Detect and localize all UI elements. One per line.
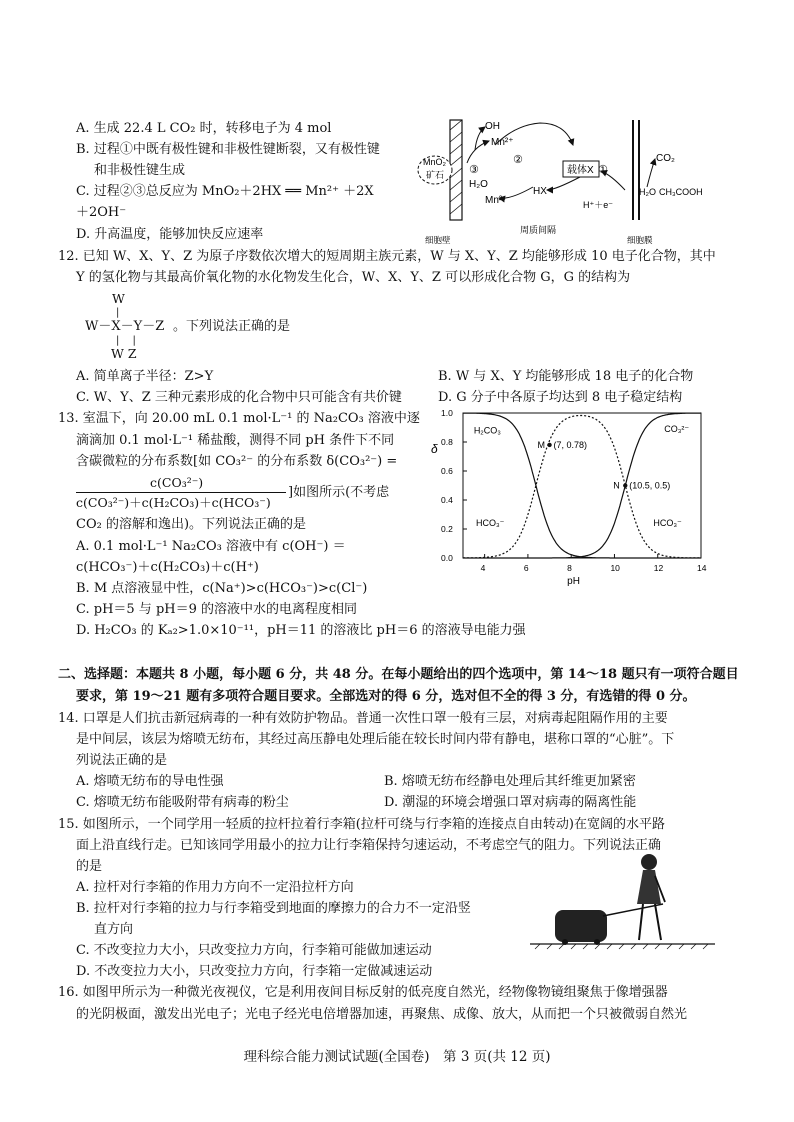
svg-text:载体X: 载体X <box>567 165 594 176</box>
q12-bond-bottom: | | <box>116 335 136 346</box>
q12-option-b: B. W 与 X、Y 均能够形成 18 电子的化合物 <box>438 369 694 384</box>
y-tick-label: 0.4 <box>441 495 453 505</box>
label-h2co3: H₂CO₃ <box>473 425 501 436</box>
q13-fraction-numerator: c(CO₃²⁻) <box>150 475 204 490</box>
suitcase-figure <box>525 852 720 952</box>
q12-option-a: A. 简单离子半径：Z>Y <box>76 369 214 384</box>
q14-option-d: D. 潮湿的环境会增强口罩对病毒的隔离性能 <box>384 795 637 810</box>
q12-option-d: D. G 分子中各原子均达到 8 电子稳定结构 <box>438 390 683 405</box>
q15-option-d: D. 不改变拉力大小，只改变拉力方向，行李箱一定做减速运动 <box>76 964 433 979</box>
q12-bond-top: | <box>116 307 120 318</box>
section2-instruction-line1: 二、选择题：本题共 8 小题，每小题 6 分，共 48 分。在每小题给出的四个选项中，第 14～18 题只有一项符合题目 <box>58 667 739 682</box>
q13-stem-line5: CO₂ 的溶解和逸出)。下列说法正确的是 <box>76 517 307 532</box>
q13-option-a: A. 0.1 mol·L⁻¹ Na₂CO₃ 溶液中有 c(OH⁻) ＝ <box>76 539 346 554</box>
distribution-chart <box>425 405 715 595</box>
point-m-label: M <box>537 439 546 450</box>
svg-text:细胞壁: 细胞壁 <box>425 235 451 245</box>
q14-option-c: C. 熔喷无纺布能吸附带有病毒的粉尘 <box>76 795 289 810</box>
q14-stem-line2: 是中间层，该层为熔喷无纺布，其经过高压静电处理后能在较长时间内带有静电，堪称口罩的“心脏”。下 <box>76 732 675 747</box>
point-m <box>547 443 551 447</box>
x-tick-label: 14 <box>697 563 707 573</box>
q12-structure-bottom: W Z <box>111 346 137 361</box>
x-tick-label: 10 <box>610 563 620 573</box>
x-axis-label: pH <box>567 576 580 587</box>
point-m-coord: (7, 0.78) <box>553 439 588 450</box>
q13-stem-line3: 含碳微粒的分布系数[如 CO₃²⁻ 的分布系数 δ(CO₃²⁻) = <box>76 454 398 469</box>
y-axis-label: δ <box>431 442 438 456</box>
svg-text:①: ① <box>598 164 608 176</box>
svg-text:周质间隔: 周质间隔 <box>520 225 557 235</box>
q15-option-b-cont: 直方向 <box>94 922 134 937</box>
svg-text:细胞膜: 细胞膜 <box>627 235 653 245</box>
q13-stem-line1: 13. 室温下，向 20.00 mL 0.1 mol·L⁻¹ 的 Na₂CO₃ 溶液中逐 <box>58 411 420 426</box>
q13-option-d: D. H₂CO₃ 的 Kₐ₂>1.0×10⁻¹¹，pH＝11 的溶液比 pH＝6 的溶液导电能力强 <box>76 623 526 638</box>
q14-option-b: B. 熔喷无纺布经静电处理后其纤维更加紧密 <box>384 774 636 789</box>
svg-text:CH₃COOH: CH₃COOH <box>659 187 703 197</box>
q15-option-b: B. 拉杆对行李箱的拉力与行李箱受到地面的摩擦力的合力不一定沿竖 <box>76 901 471 916</box>
q13-option-b: B. M 点溶液显中性，c(Na⁺)>c(HCO₃⁻)>c(Cl⁻) <box>76 581 368 596</box>
q12-stem-tail: 。下列说法正确的是 <box>173 319 291 334</box>
point-n-coord: (10.5, 0.5) <box>629 480 671 491</box>
girl-dress <box>637 870 661 904</box>
q15-stem-line3: 的是 <box>76 859 103 874</box>
x-tick-label: 8 <box>567 563 572 573</box>
q12-option-c: C. W、Y、Z 三种元素形成的化合物中只可能含有共价键 <box>76 390 402 405</box>
q13-fraction-denominator: c(CO₃²⁻)＋c(H₂CO₃)＋c(HCO₃⁻) <box>76 495 271 510</box>
section2-instruction-line2: 要求，第 19～21 题有多项符合题目要求。全部选对的得 6 分，选对但不全的得 3 分，有选错的得 0 分。 <box>76 689 696 704</box>
svg-text:Mn²⁺: Mn²⁺ <box>491 137 514 148</box>
q16-stem-line2: 的光阴极面，激发出光电子；光电子经光电倍增器加速，再聚焦、成像、放大，从而把一个只被微弱自然光 <box>76 1007 688 1022</box>
y-tick-label: 1.0 <box>441 408 453 418</box>
point-n <box>623 483 627 487</box>
girl-head <box>641 854 657 870</box>
q11-option-b-cont: 和非极性键生成 <box>94 163 186 178</box>
svg-text:HX: HX <box>533 186 547 197</box>
q15-option-c: C. 不改变拉力大小，只改变拉力方向，行李箱可能做加速运动 <box>76 943 432 958</box>
svg-text:②: ② <box>513 154 523 166</box>
svg-text:③: ③ <box>469 164 479 176</box>
q16-stem-line1: 16. 如图甲所示为一种微光夜视仪，它是利用夜间目标反射的低亮度自然光，经物像物镜组聚焦于像增强器 <box>58 985 668 1000</box>
q12-structure-top: W <box>112 291 125 306</box>
q15-stem-line1: 15. 如图所示，一个同学用一轻质的拉杆拉着行李箱(拉杆可绕与行李箱的连接点自由转动)在宽阔的水平路 <box>58 817 665 832</box>
svg-text:Mn²⁺: Mn²⁺ <box>485 195 508 206</box>
y-tick-label: 0.6 <box>441 466 453 476</box>
suitcase <box>555 910 607 942</box>
q13-option-a-cont: c(HCO₃⁻)＋c(H₂CO₃)＋c(H⁺) <box>76 560 259 575</box>
q11-option-c: C. 过程②③总反应为 MnO₂＋2HX ══ Mn²⁺ ＋2X <box>76 184 374 199</box>
page-footer: 理科综合能力测试试题(全国卷) 第 3 页(共 12 页) <box>243 1049 551 1065</box>
q12-structure-main: W－X－Y－Z <box>85 319 165 334</box>
q11-option-d: D. 升高温度，能够加快反应速率 <box>76 227 264 242</box>
svg-text:MnO₂: MnO₂ <box>423 157 446 167</box>
label-hco3-left: HCO₃⁻ <box>475 518 505 529</box>
q14-option-a: A. 熔喷无纺布的导电性强 <box>76 774 224 789</box>
q14-stem-line1: 14. 口罩是人们抗击新冠病毒的一种有效防护物品。普通一次性口罩一般有三层，对病毒起阻隔作用的主要 <box>58 711 668 726</box>
x-tick-label: 12 <box>653 563 664 573</box>
label-hco3-right: HCO₃⁻ <box>653 518 682 529</box>
svg-text:H₂O: H₂O <box>639 187 656 197</box>
q12-stem-line2: Y 的氢化物与其最高价氧化物的水化物发生化合，W、X、Y、Z 可以形成化合物 G，G 的结构为 <box>76 270 631 285</box>
x-tick-label: 4 <box>480 563 486 573</box>
q14-stem-line3: 列说法正确的是 <box>76 753 168 768</box>
label-co3: CO₃²⁻ <box>664 423 690 434</box>
q11-option-b: B. 过程①中既有极性键和非极性键断裂，又有极性键 <box>76 142 380 157</box>
svg-text:OH: OH <box>485 121 500 132</box>
y-tick-label: 0.0 <box>441 553 453 563</box>
svg-text:CO₂: CO₂ <box>656 153 675 164</box>
q11-option-c-cont: ＋2OH⁻ <box>76 205 127 220</box>
q12-stem-line1: 12. 已知 W、X、Y、Z 为原子序数依次增大的短周期主族元素，W 与 X、Y、Z 均能够形成 10 电子化合物，其中 <box>58 249 716 264</box>
y-tick-label: 0.2 <box>441 524 453 534</box>
y-tick-label: 0.8 <box>441 437 453 447</box>
q13-stem-line2: 滴滴加 0.1 mol·L⁻¹ 稀盐酸，测得不同 pH 条件下不同 <box>76 433 395 448</box>
q15-stem-line2: 面上沿直线行走。已知该同学用最小的拉力让行李箱保持匀速运动，不考虑空气的阻力。下列说法正确 <box>76 838 662 853</box>
q11-option-a: A. 生成 22.4 L CO₂ 时，转移电子为 4 mol <box>76 121 332 136</box>
x-tick-label: 6 <box>523 563 529 573</box>
svg-text:矿石: 矿石 <box>426 170 445 180</box>
pull-rod <box>603 904 663 916</box>
q13-option-c: C. pH＝5 与 pH＝9 的溶液中水的电离程度相同 <box>76 602 358 617</box>
q13-fraction-bar <box>76 492 286 493</box>
bacteria-reaction-diagram <box>415 115 715 250</box>
q15-option-a: A. 拉杆对行李箱的作用力方向不一定沿拉杆方向 <box>76 880 354 895</box>
q13-fraction-tail: ]如图所示(不考虑 <box>288 485 390 500</box>
point-n-label: N <box>613 480 620 491</box>
svg-text:H₂O: H₂O <box>469 179 488 190</box>
svg-text:H⁺＋e⁻: H⁺＋e⁻ <box>583 200 614 210</box>
